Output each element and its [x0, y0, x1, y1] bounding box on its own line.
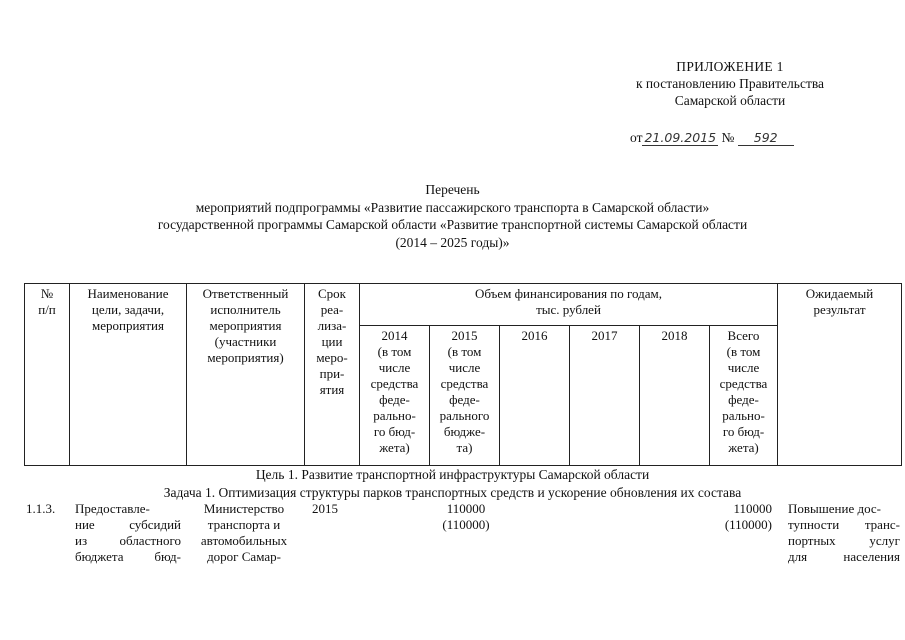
appendix-title: ПРИЛОЖЕНИЕ 1 — [676, 59, 784, 74]
header-year-2018: 2018 — [640, 326, 710, 466]
row-2015-funding — [430, 501, 502, 533]
row-executor-line: автомобильных — [200, 533, 288, 548]
document-title — [0, 181, 905, 251]
row-result-line: для населения — [788, 549, 900, 564]
title-line-1: Перечень — [425, 182, 480, 197]
row-executor — [188, 501, 300, 565]
row-name-line: из областного — [75, 533, 181, 548]
header-funding: Объем финансирования по годам, тыс. рублей — [360, 284, 778, 326]
header-num: № п/п — [25, 284, 70, 466]
row-result-line: тупности транс- — [788, 517, 900, 532]
header-year-2014: 2014 (в том числе средства феде- рально- го бюд- жета) — [360, 326, 430, 466]
handwritten-date: 21.09.2015 — [644, 130, 717, 145]
row-name-line: ние субсидий — [75, 517, 181, 532]
row-total-funding — [700, 501, 772, 533]
measures-table — [24, 283, 902, 466]
task-row: Задача 1. Оптимизация структуры парков транспортных средств и ускорение обновления их состава — [163, 485, 742, 500]
header-year-2016: 2016 — [500, 326, 570, 466]
appendix-line-2: Самарской области — [674, 93, 786, 108]
date-prefix: от — [630, 130, 643, 145]
appendix-block — [560, 58, 900, 109]
resolution-date-number — [630, 130, 794, 146]
row-result-line: Повышение дос- — [788, 501, 882, 516]
row-2015-value: 110000 — [446, 501, 486, 516]
header-name: Наименование цели, задачи, мероприятия — [70, 284, 187, 466]
header-executor: Ответственный исполнитель мероприятия (участники мероприятия) — [187, 284, 305, 466]
row-name-line: Предоставле- — [75, 501, 150, 516]
row-2015-federal: (110000) — [442, 517, 490, 532]
title-line-4: (2014 – 2025 годы)» — [395, 234, 510, 250]
handwritten-number: 592 — [738, 130, 794, 146]
row-executor-line: Министерство — [203, 501, 285, 516]
goal-row: Цель 1. Развитие транспортной инфраструктуры Самарской области — [255, 467, 650, 482]
row-executor-line: дорог Самар- — [207, 549, 281, 564]
row-number: 1.1.3. — [26, 501, 56, 516]
title-line-2: мероприятий подпрограммы «Развитие пассажирского транспорта в Самарской области» — [195, 199, 710, 215]
row-result-line: портных услуг — [788, 533, 900, 548]
row-executor-line: транспорта и — [207, 517, 281, 532]
header-result: Ожидаемый результат — [778, 284, 902, 466]
row-total-federal: (110000) — [724, 517, 772, 532]
header-year-2015: 2015 (в том числе средства феде- рального бюдже- та) — [430, 326, 500, 466]
header-terms: Срок реа- лиза- ции меро- при- ятия — [305, 284, 360, 466]
header-year-2017: 2017 — [570, 326, 640, 466]
title-line-3: государственной программы Самарской области «Развитие транспортной системы Самарской области — [157, 217, 748, 232]
row-term: 2015 — [312, 501, 338, 516]
number-label: № — [721, 130, 735, 145]
row-total-value: 110000 — [733, 501, 772, 516]
row-name — [75, 501, 181, 565]
appendix-line-1: к постановлению Правительства — [635, 76, 825, 91]
row-name-line: бюджета бюд- — [75, 549, 181, 564]
row-result — [788, 501, 900, 565]
header-total: Всего (в том числе средства феде- рально- го бюд- жета) — [710, 326, 778, 466]
